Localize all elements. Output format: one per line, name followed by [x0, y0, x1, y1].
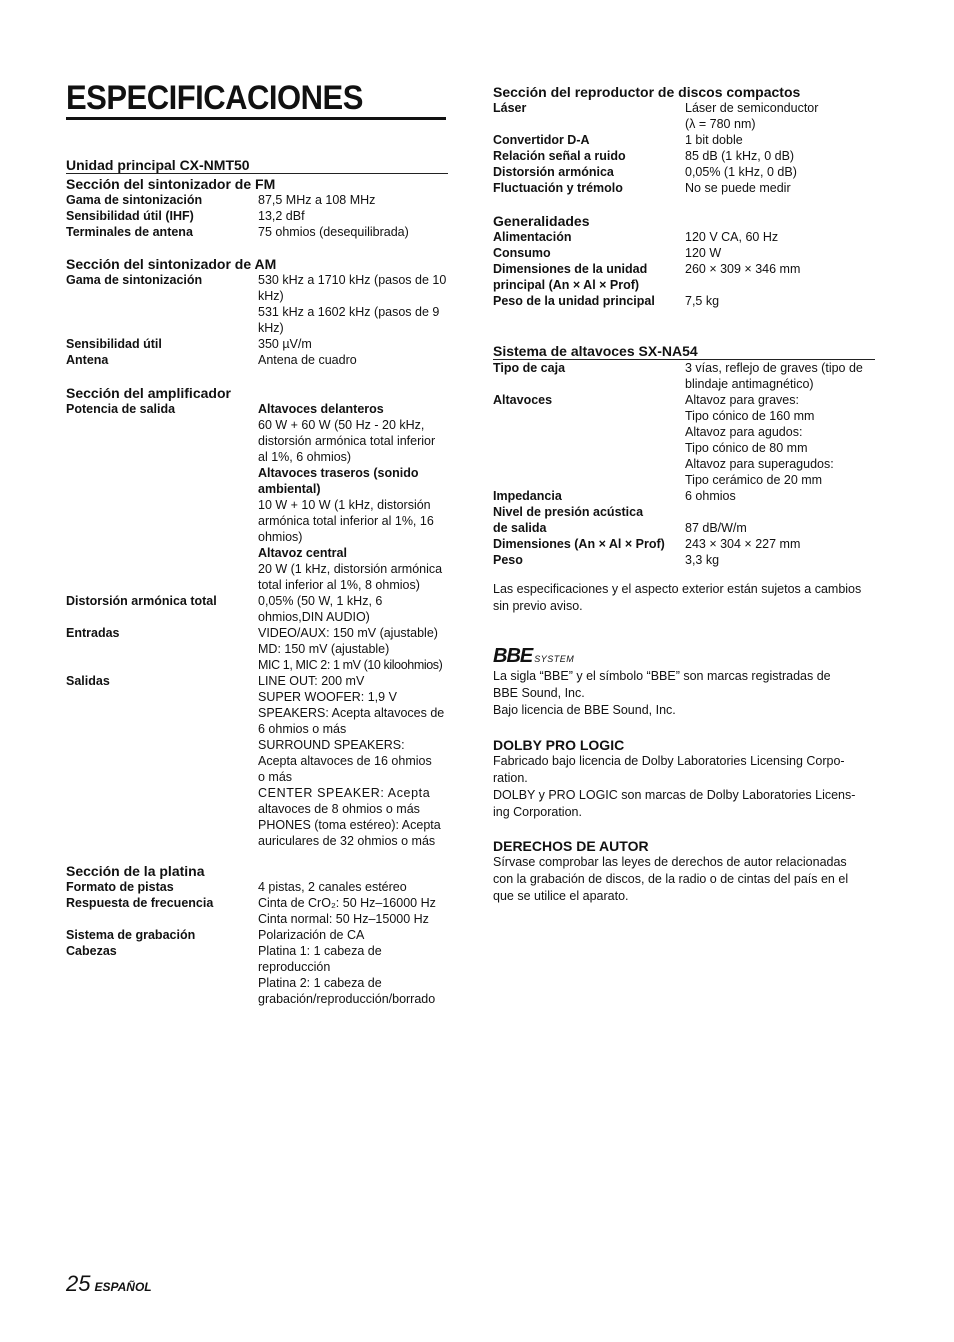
spec-label: Salidas	[66, 674, 110, 688]
value-line: Tipo cónico de 80 mm	[685, 441, 808, 455]
value-line: PHONES (toma estéreo): Acepta	[258, 818, 441, 832]
speaker-row	[493, 536, 875, 552]
copyright-line: que se utilice el aparato.	[493, 889, 629, 903]
spec-value	[685, 360, 875, 392]
spec-value: 1 bit doble	[685, 133, 743, 147]
value-line: SPEAKERS: Acepta altavoces de	[258, 706, 445, 720]
amp-row	[66, 625, 448, 673]
value-subheading: Altavoces delanteros	[258, 402, 384, 416]
general-row	[493, 229, 875, 245]
spec-value: 0,05% (1 kHz, 0 dB)	[685, 165, 797, 179]
bbe-logo	[493, 645, 875, 668]
spec-label: Sensibilidad útil (IHF)	[66, 209, 194, 223]
spec-value: 120 W	[685, 246, 722, 260]
spec-value	[258, 593, 448, 625]
value-line: Altavoz para superagudos:	[685, 457, 834, 471]
spec-value	[685, 504, 875, 536]
value-subheading: ambiental)	[258, 482, 321, 496]
value-line: (λ = 780 nm)	[685, 117, 756, 131]
spec-label: Distorsión armónica total	[66, 594, 217, 608]
spec-value	[258, 943, 448, 1007]
cd-section	[493, 84, 875, 196]
copyright-heading: DERECHOS DE AUTOR	[493, 838, 649, 854]
value-line: Altavoz para graves:	[685, 393, 799, 407]
page-footer	[66, 1271, 152, 1296]
fm-row	[66, 192, 448, 208]
dolby-line: Fabricado bajo licencia de Dolby Laboratories Licensing Corpo-	[493, 754, 845, 768]
amp-row	[66, 401, 448, 593]
main-unit-heading: Unidad principal CX-NMT50	[66, 157, 448, 174]
amp-row	[66, 593, 448, 625]
speaker-row	[493, 392, 875, 488]
value-line: 3 vías, reflejo de graves (tipo de	[685, 361, 863, 375]
value-line: 531 kHz a 1602 kHz (pasos de 9	[258, 305, 440, 319]
dolby-line: ration.	[493, 771, 528, 785]
speaker-row	[493, 552, 875, 568]
spec-label: Fluctuación y trémolo	[493, 181, 623, 195]
spec-label: Gama de sintonización	[66, 273, 203, 287]
am-row	[66, 336, 448, 352]
fm-section	[66, 176, 448, 240]
value-line: 0,05% (50 W, 1 kHz, 6	[258, 594, 383, 608]
deck-section	[66, 863, 448, 1007]
am-section	[66, 256, 448, 368]
main-unit-section	[66, 157, 448, 174]
fm-row	[66, 224, 448, 240]
spec-label: Potencia de salida	[66, 402, 176, 416]
label-line: principal (An × Al × Prof)	[493, 278, 640, 292]
general-heading: Generalidades	[493, 213, 590, 229]
label-line: de salida	[493, 521, 547, 535]
deck-row	[66, 943, 448, 1007]
spec-label: Sistema de grabación	[66, 928, 196, 942]
spec-label: Entradas	[66, 626, 120, 640]
value-subheading: Altavoces traseros (sonido	[258, 466, 419, 480]
spec-value	[685, 100, 875, 132]
spec-value: 13,2 dBf	[258, 209, 305, 223]
am-row	[66, 352, 448, 368]
value-line: ohmios)	[258, 530, 303, 544]
bbe-line: La sigla “BBE” y el símbolo “BBE” son marcas registradas de	[493, 669, 831, 683]
dolby-line: ing Corporation.	[493, 805, 582, 819]
spec-label: Altavoces	[493, 393, 553, 407]
spec-value: 350 µV/m	[258, 337, 312, 351]
label-line: Nivel de presión acústica	[493, 505, 644, 519]
spec-value: 260 × 309 × 346 mm	[685, 262, 801, 276]
general-section	[493, 213, 875, 309]
spec-label: Terminales de antena	[66, 225, 193, 239]
spec-label: Antena	[66, 353, 109, 367]
speaker-section	[493, 343, 875, 568]
copyright-line: con la grabación de discos, de la radio o de cintas del país en el	[493, 872, 849, 886]
amplifier-section	[66, 385, 448, 849]
spec-label: Formato de pistas	[66, 880, 174, 894]
spec-value	[258, 895, 448, 927]
value-line: Tipo cerámico de 20 mm	[685, 473, 823, 487]
spec-label: Láser	[493, 101, 527, 115]
spec-label: Alimentación	[493, 230, 572, 244]
deck-row	[66, 927, 448, 943]
bbe-section	[493, 645, 875, 719]
fm-row	[66, 208, 448, 224]
notice-line: Las especificaciones y el aspecto exterior están sujetos a cambios	[493, 582, 862, 596]
deck-heading: Sección de la platina	[66, 863, 205, 879]
spec-value	[258, 625, 448, 673]
spec-label: Dimensiones (An × Al × Prof)	[493, 537, 665, 551]
value-line: Cinta de CrO₂: 50 Hz–16000 Hz	[258, 896, 436, 910]
value-line: Acepta altavoces de 16 ohmios	[258, 754, 432, 768]
value-line: armónica total inferior al 1%, 16	[258, 514, 434, 528]
spec-value: 7,5 kg	[685, 294, 720, 308]
spec-value: 6 ohmios	[685, 489, 736, 503]
value-line: MIC 1, MIC 2: 1 mV (10 kiloohmios)	[258, 658, 443, 672]
spec-label: Cabezas	[66, 944, 117, 958]
value-line: ohmios,DIN AUDIO)	[258, 610, 370, 624]
spec-value: 4 pistas, 2 canales estéreo	[258, 880, 407, 894]
spec-label: Gama de sintonización	[66, 193, 203, 207]
value-line: Platina 2: 1 cabeza de	[258, 976, 382, 990]
cd-row	[493, 164, 875, 180]
copyright-section	[493, 838, 875, 905]
label-line: Dimensiones de la unidad	[493, 262, 648, 276]
spec-value: 75 ohmios (desequilibrada)	[258, 225, 409, 239]
spec-label: Respuesta de frecuencia	[66, 896, 214, 910]
spec-value: 243 × 304 × 227 mm	[685, 537, 801, 551]
value-line: Láser de semiconductor	[685, 101, 819, 115]
spec-value: 85 dB (1 kHz, 0 dB)	[685, 149, 795, 163]
spec-label: Sensibilidad útil	[66, 337, 162, 351]
value-spacer	[685, 504, 875, 520]
value-line: altavoces de 8 ohmios o más	[258, 802, 420, 816]
value-line: 10 W + 10 W (1 kHz, distorsión	[258, 498, 431, 512]
dolby-section	[493, 737, 875, 821]
am-row	[66, 272, 448, 336]
bbe-logo-system: SYSTEM	[534, 654, 575, 664]
value-line: Altavoz para agudos:	[685, 425, 803, 439]
speaker-heading: Sistema de altavoces SX-NA54	[493, 343, 875, 360]
value-line: kHz)	[258, 289, 284, 303]
cd-row	[493, 100, 875, 132]
copyright-line: Sírvase comprobar las leyes de derechos de autor relacionadas	[493, 855, 847, 869]
spec-value	[258, 272, 448, 336]
deck-row	[66, 895, 448, 927]
speaker-row	[493, 504, 875, 536]
spec-label: Peso	[493, 553, 523, 567]
general-row	[493, 293, 875, 309]
cd-heading: Sección del reproductor de discos compactos	[493, 84, 801, 100]
bbe-line: Bajo licencia de BBE Sound, Inc.	[493, 703, 676, 717]
value-line: SUPER WOOFER: 1,9 V	[258, 690, 397, 704]
spec-value: Polarización de CA	[258, 928, 365, 942]
value-subheading: Altavoz central	[258, 546, 347, 560]
deck-row	[66, 879, 448, 895]
spec-value: 87,5 MHz a 108 MHz	[258, 193, 376, 207]
general-row	[493, 245, 875, 261]
amp-row	[66, 673, 448, 849]
spec-value	[685, 392, 875, 488]
spec-label: Impedancia	[493, 489, 562, 503]
spec-value: 120 V CA, 60 Hz	[685, 230, 779, 244]
value-line: total inferior al 1%, 8 ohmios)	[258, 578, 420, 592]
value-line: al 1%, 6 ohmios)	[258, 450, 352, 464]
fm-heading: Sección del sintonizador de FM	[66, 176, 276, 192]
spec-value: Antena de cuadro	[258, 353, 357, 367]
page-language: ESPAÑOL	[94, 1280, 152, 1294]
spec-label: Distorsión armónica	[493, 165, 614, 179]
value-line: SURROUND SPEAKERS:	[258, 738, 405, 752]
speaker-row	[493, 360, 875, 392]
value-line: Tipo cónico de 160 mm	[685, 409, 815, 423]
value-line: distorsión armónica total inferior	[258, 434, 436, 448]
spec-label	[493, 261, 685, 293]
value-line: blindaje antimagnético)	[685, 377, 814, 391]
bbe-line: BBE Sound, Inc.	[493, 686, 585, 700]
bbe-logo-mark: BBE	[493, 645, 533, 667]
value-line: 20 W (1 kHz, distorsión armónica	[258, 562, 443, 576]
value-line: 60 W + 60 W (50 Hz - 20 kHz,	[258, 418, 425, 432]
notice	[493, 581, 875, 615]
spec-label: Consumo	[493, 246, 551, 260]
value-line: 87 dB/W/m	[685, 521, 747, 535]
value-line: VIDEO/AUX: 150 mV (ajustable)	[258, 626, 438, 640]
page-title: ESPECIFICACIONES	[66, 77, 363, 118]
general-row	[493, 261, 875, 293]
cd-row	[493, 132, 875, 148]
speaker-row	[493, 488, 875, 504]
amplifier-heading: Sección del amplificador	[66, 385, 231, 401]
notice-line: sin previo aviso.	[493, 599, 583, 613]
spec-label: Peso de la unidad principal	[493, 294, 655, 308]
value-line: 6 ohmios o más	[258, 722, 347, 736]
value-line: grabación/reproducción/borrado	[258, 992, 436, 1006]
value-line: kHz)	[258, 321, 284, 335]
value-line: 530 kHz a 1710 kHz (pasos de 10	[258, 273, 447, 287]
spec-label: Relación señal a ruido	[493, 149, 626, 163]
spec-value	[258, 401, 448, 593]
value-line: o más	[258, 770, 293, 784]
page-number: 25	[66, 1271, 91, 1296]
spec-label: Tipo de caja	[493, 361, 566, 375]
spec-value: No se puede medir	[685, 181, 791, 195]
dolby-heading: DOLBY PRO LOGIC	[493, 737, 625, 753]
cd-row	[493, 148, 875, 164]
dolby-line: DOLBY y PRO LOGIC son marcas de Dolby Laboratories Licens-	[493, 788, 856, 802]
value-line: auriculares de 32 ohmios o más	[258, 834, 436, 848]
value-line: Cinta normal: 50 Hz–15000 Hz	[258, 912, 429, 926]
title-rule	[66, 117, 446, 120]
value-line: reproducción	[258, 960, 331, 974]
spec-value	[258, 673, 448, 849]
am-heading: Sección del sintonizador de AM	[66, 256, 277, 272]
value-line: Platina 1: 1 cabeza de	[258, 944, 382, 958]
value-line: LINE OUT: 200 mV	[258, 674, 365, 688]
spec-label	[493, 504, 685, 536]
value-line: CENTER SPEAKER: Acepta	[258, 786, 431, 800]
value-line: MD: 150 mV (ajustable)	[258, 642, 390, 656]
spec-label: Convertidor D-A	[493, 133, 590, 147]
spec-value: 3,3 kg	[685, 553, 720, 567]
cd-row	[493, 180, 875, 196]
